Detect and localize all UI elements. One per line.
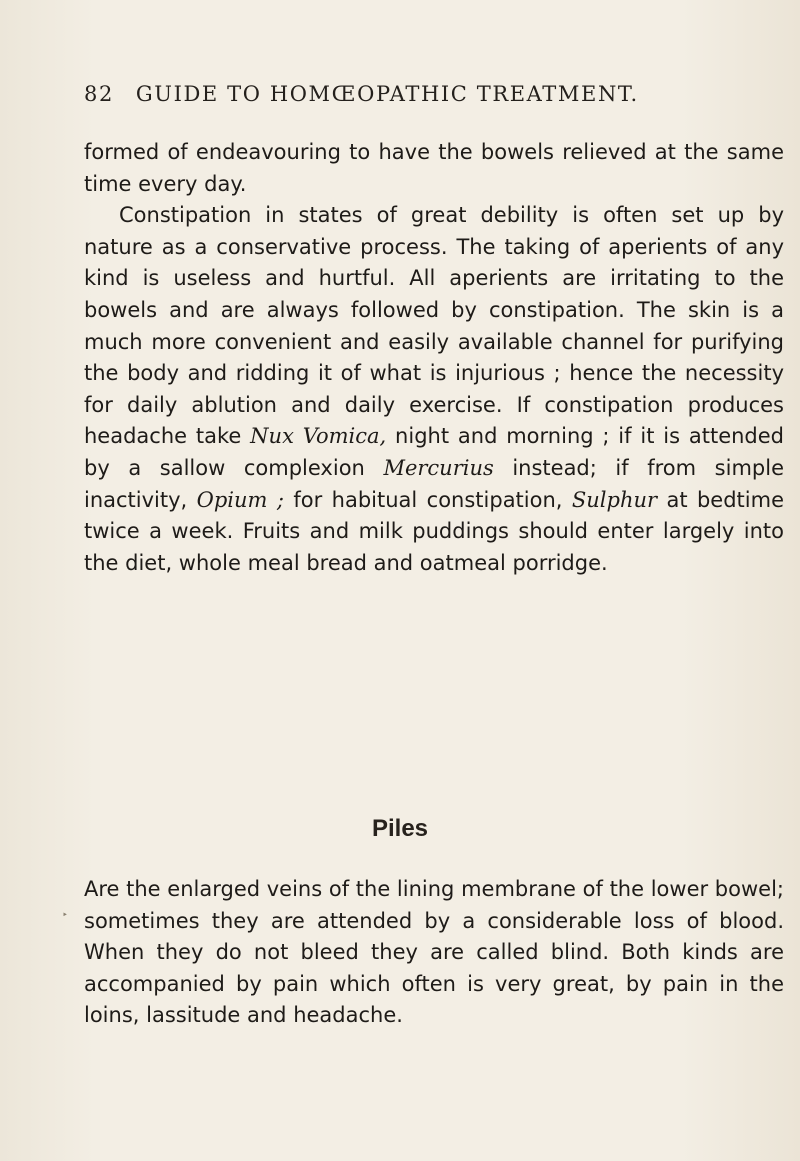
remedy-nux-vomica: Nux Vomica, — [250, 424, 387, 449]
remedy-mercurius: Mercurius — [383, 455, 494, 480]
paragraph-continued: formed of endeavouring to have the bowels relieved at the same time every day. — [84, 140, 784, 196]
running-title: GUIDE TO HOMŒOPATHIC TREATMENT. — [135, 82, 639, 106]
piles-section — [84, 874, 784, 1032]
remedy-opium: Opium ; — [196, 487, 284, 512]
paragraph-text-c: instead; if from simple inactivity, — [84, 455, 784, 512]
paragraph-text-a: Constipation in states of great debility is often set up by nature as a conservative process. The taking of aperients of any kind is useless and hurtful. All aperients are irritating to the bowels and are always followed by constipation. The skin is a much more convenient and easily available channel for purifying the body and ridding it of what is injurious ; hence the necessity for daily ablution and daily exercise. If constipation produces headache take — [84, 203, 784, 449]
paragraph-text-e: at bedtime twice a week. Fruits and milk puddings should enter largely into the diet, whole meal bread and oatmeal porridge. — [84, 487, 784, 575]
section-heading-piles: Piles — [371, 815, 429, 842]
paragraph-constipation-debility — [84, 200, 784, 579]
paragraph-text-d: for habitual constipation, — [283, 487, 572, 512]
page-number: 82 — [84, 82, 114, 106]
paragraph-text-b: night and morning ; if it is attended by a sallow complexion — [84, 424, 785, 480]
remedy-sulphur: Sulphur — [571, 487, 658, 512]
constipation-section — [84, 137, 784, 579]
running-header — [84, 82, 639, 106]
margin-mark: ‣ — [62, 910, 68, 921]
paragraph-piles: Are the enlarged veins of the lining membrane of the lower bowel; sometimes they are attended by a considerable loss of blood. When they do not bleed they are called blind. Both kinds are accompanied by pain which often is very great, by pain in the loins, lassitude and headache. — [84, 877, 784, 1028]
